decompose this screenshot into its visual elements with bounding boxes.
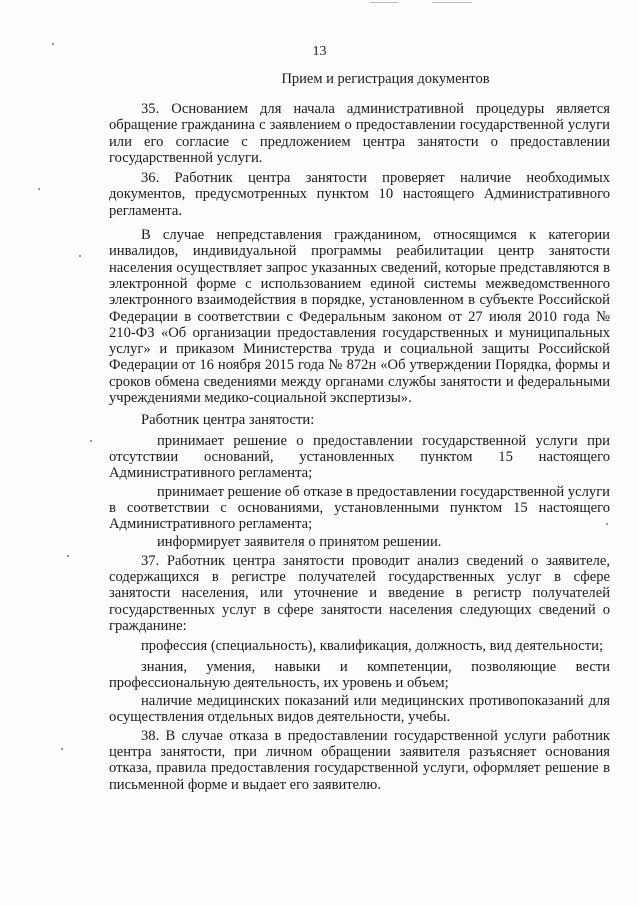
- list-item-medical: наличие медицинских показаний или медицинских противопоказаний для осуществления отдельных видов деятельности, учебы.: [109, 693, 610, 726]
- section-title: Прием и регистрация документов: [281, 71, 490, 87]
- list-item-decision-refuse: принимает решение об отказе в предоставлении государственной услуги в соответствии с основаниями, установленными пунктом 15 настоящего Административного регламента;: [109, 483, 610, 533]
- scan-speck: [79, 255, 81, 257]
- scan-speck: [61, 748, 63, 750]
- paragraph-worker-lead: Работник центра занятости:: [141, 412, 315, 429]
- scan-speck: [38, 188, 40, 190]
- scan-speck: [90, 440, 92, 442]
- list-item-inform: информирует заявителя о принятом решении.: [157, 534, 442, 551]
- paragraph-disability-request: В случае непредставления гражданином, относящимся к категории инвалидов, индивидуальной программы реабилитации центр занятости населения осуществляет запрос указанных сведений, которые представляются в электронной форме с использованием единой системы межведомственного электронного взаимодействия в порядке, установленном в субъекте Российской Федерации в соответствии с Федеральным законом от 27 июля 2010 года № 210-ФЗ «Об организации предоставления государственных и муниципальных услуг» и приказом Министерства труда и социальной защиты Российской Федерации от 16 ноября 2015 года № 872н «Об утверждении Порядка, формы и сроков обмена сведениями между органами службы занятости и федеральными учреждениями медико-социальной экспертизы».: [109, 227, 610, 407]
- list-item-skills: знания, умения, навыки и компетенции, позволяющие вести профессиональную деятельность, их уровень и объем;: [109, 658, 610, 691]
- scan-artifact: [370, 2, 398, 3]
- page-number: 13: [312, 44, 327, 59]
- scan-artifact: [432, 2, 472, 3]
- scan-speck: [67, 555, 69, 557]
- list-item-decision-grant: принимает решение о предоставлении государственной услуги при отсутствии оснований, установленных пунктом 15 настоящего Административного регламента;: [109, 432, 610, 482]
- paragraph-36: 36. Работник центра занятости проверяет наличие необходимых документов, предусмотренных пунктом 10 настоящего Административного регламента.: [109, 170, 610, 219]
- list-item-profession: профессия (специальность), квалификация, должность, вид деятельности;: [141, 638, 604, 655]
- document-body: [109, 101, 610, 793]
- paragraph-37: 37. Работник центра занятости проводит анализ сведений о заявителе, содержащихся в регистре получателей государственных услуг в сфере занятости населения, или уточнение и введение в регистр получателей государственных услуг в сфере занятости населения следующих сведений о гражданине:: [109, 552, 610, 634]
- paragraph-35: 35. Основанием для начала административной процедуры является обращение гражданина с заявлением о предоставлении государственной услуги или его согласие с предложением центра занятости о предоставлении государственной услуги.: [109, 101, 610, 166]
- paragraph-38: 38. В случае отказа в предоставлении государственной услуги работник центра занятости, при личном обращении заявителя разъясняет основания отказа, правила предоставления государственной услуги, оформляет решение в письменной форме и выдает его заявителю.: [109, 727, 610, 793]
